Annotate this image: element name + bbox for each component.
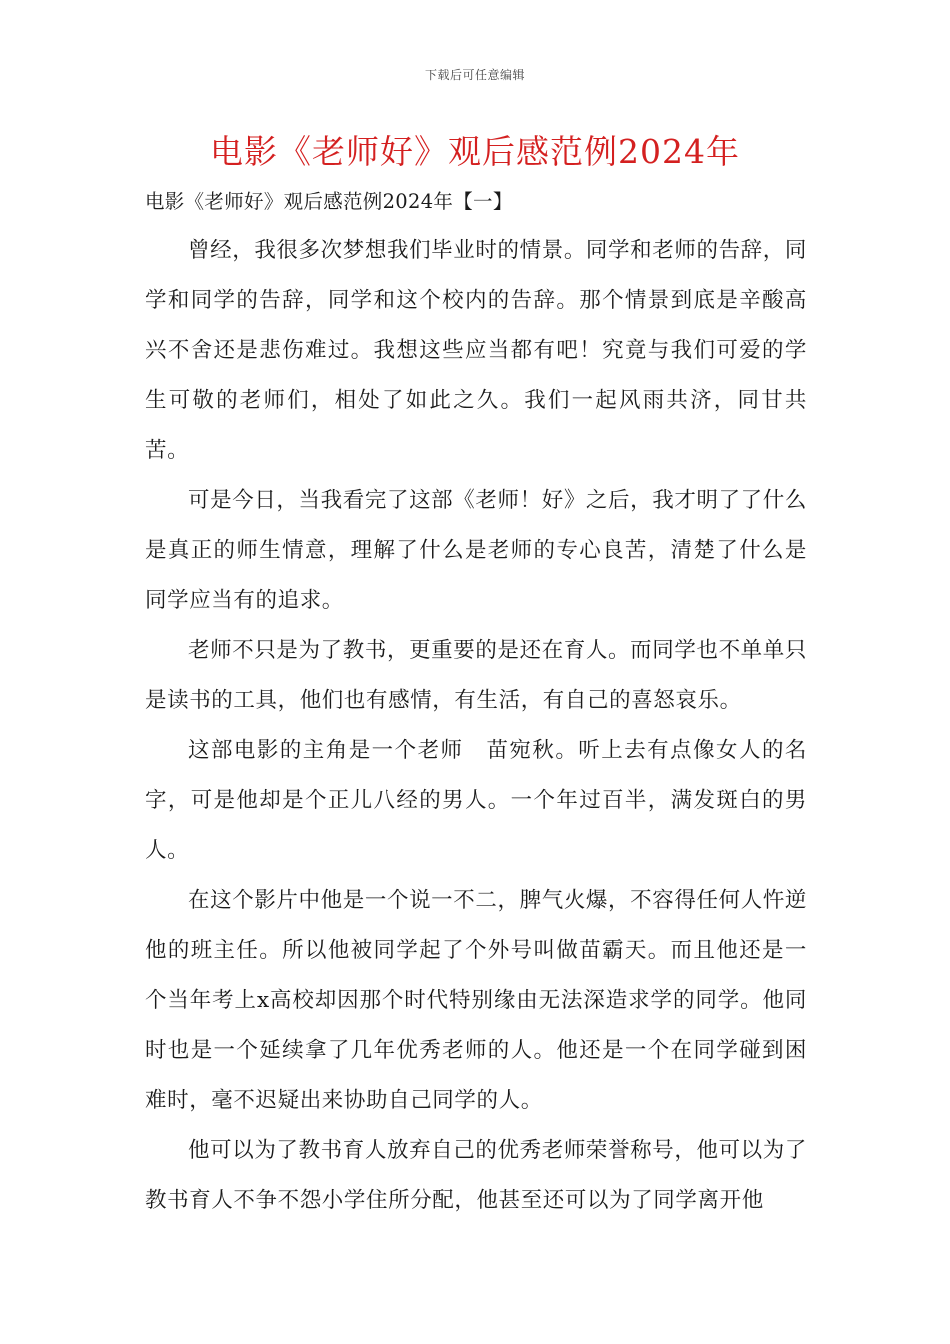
document-title: 电影《老师好》观后感范例2024年 <box>210 132 740 171</box>
paragraph: 在这个影片中他是一个说一不二，脾气火爆，不容得任何人忤逆他的班主任。所以他被同学起了个外号叫做苗霸天。而且他还是一个当年考上x高校却因那个时代特别缘由无法深造求学的同学。他同时也是一个延续拿了几年优秀老师的人。他还是一个在同学碰到困难时，毫不迟疑出来协助自己同学的人。 <box>145 888 807 1113</box>
paragraph: 老师不只是为了教书，更重要的是还在育人。而同学也不单单只是读书的工具，他们也有感情，有生活，有自己的喜怒哀乐。 <box>145 638 807 713</box>
paragraph: 这部电影的主角是一个老师 苗宛秋。听上去有点像女人的名字，可是他却是个正儿八经的男人。一个年过百半，满发斑白的男人。 <box>145 738 807 863</box>
paragraph: 他可以为了教书育人放弃自己的优秀老师荣誉称号，他可以为了教书育人不争不怨小学住所分配，他甚至还可以为了同学离开他 <box>145 1138 807 1213</box>
paragraph: 曾经，我很多次梦想我们毕业时的情景。同学和老师的告辞，同学和同学的告辞，同学和这个校内的告辞。那个情景到底是辛酸高兴不舍还是悲伤难过。我想这些应当都有吧！究竟与我们可爱的学生可敬的老师们，相处了如此之久。我们一起风雨共济，同甘共苦。 <box>145 238 807 463</box>
document-subtitle: 电影《老师好》观后感范例2024年【一】 <box>145 190 513 213</box>
page-header-note: 下载后可任意编辑 <box>424 68 525 82</box>
document-body <box>145 226 807 1226</box>
paragraph: 可是今日，当我看完了这部《老师！好》之后，我才明了了什么是真正的师生情意，理解了什么是老师的专心良苦，清楚了什么是同学应当有的追求。 <box>145 488 807 613</box>
